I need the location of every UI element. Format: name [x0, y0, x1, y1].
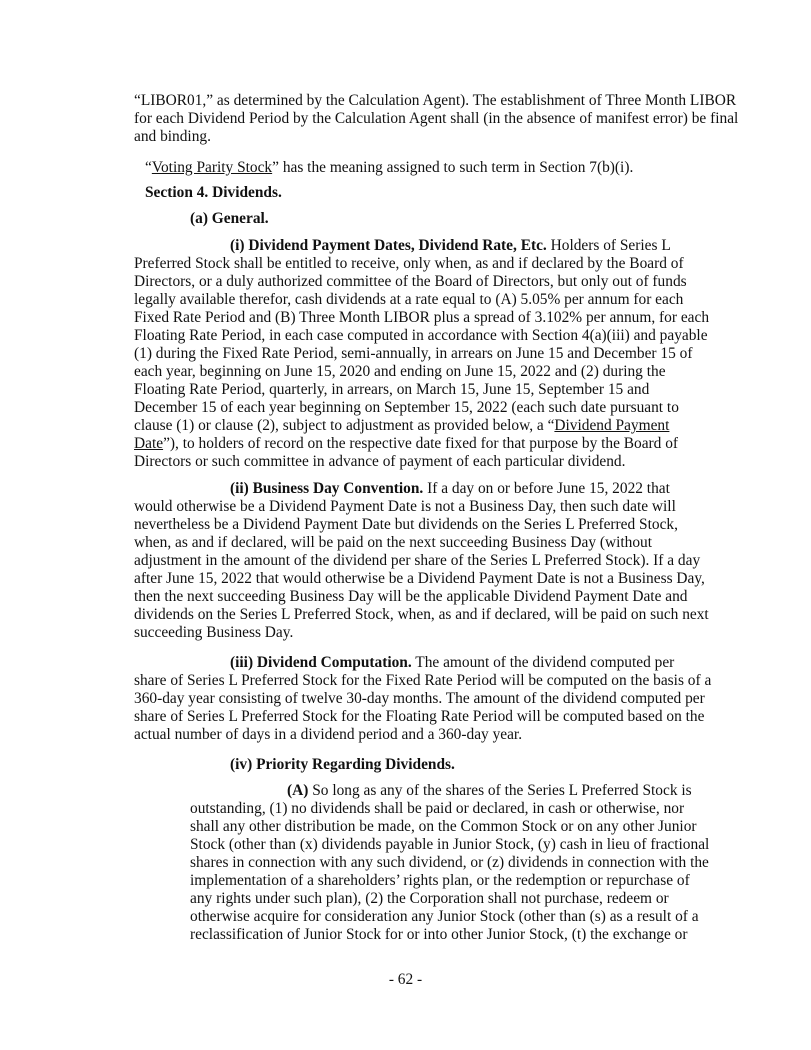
text-segment: would otherwise be a Dividend Payment Date is not a Business Day, then such date will [134, 498, 676, 515]
bold-heading: Section 4. Dividends. [145, 184, 282, 201]
text-segment: (1) during the Fixed Rate Period, semi-annually, in arrears on June 15 and December 15 of [134, 345, 693, 362]
bold-heading: (iii) Dividend Computation. [230, 654, 412, 671]
business-day-convention [134, 480, 811, 642]
defined-term: Dividend Payment [554, 417, 670, 434]
text-line [134, 690, 811, 708]
text-line [190, 854, 811, 872]
text-line [134, 327, 811, 345]
text-segment: The amount of the dividend computed per [411, 654, 675, 671]
text-segment: for each Dividend Period by the Calculation Agent shall (in the absence of manifest error) be final [134, 110, 739, 127]
text-segment: dividends on the Series L Preferred Stock, when, as and if declared, will be paid on such next [134, 606, 709, 623]
text-segment: actual number of days in a dividend period and a 360-day year. [134, 726, 523, 743]
page-number: - 62 - [388, 971, 423, 988]
text-segment: Stock (other than (x) dividends payable in Junior Stock, (y) cash in lieu of fractional [190, 836, 710, 853]
text-line [134, 453, 811, 471]
voting-parity-definition [145, 159, 811, 177]
text-segment: share of Series L Preferred Stock for the Floating Rate Period will be computed based on the [134, 708, 705, 725]
text-line [134, 480, 811, 498]
text-segment: December 15 of each year beginning on September 15, 2022 (each such date pursuant to [134, 399, 679, 416]
text-line [134, 435, 811, 453]
text-segment: shall any other distribution be made, on the Common Stock or on any other Junior [190, 818, 697, 835]
general-heading [190, 210, 811, 228]
text-segment: then the next succeeding Business Day will be the applicable Dividend Payment Date and [134, 588, 688, 605]
text-segment: “ [145, 159, 152, 176]
text-line [190, 890, 811, 908]
text-segment: Directors or such committee in advance of payment of each particular dividend. [134, 453, 626, 470]
text-line [134, 255, 811, 273]
text-line [134, 534, 811, 552]
text-segment: shares in connection with any such dividend, or (z) dividends in connection with the [190, 854, 709, 871]
text-line [134, 273, 811, 291]
text-line [145, 159, 811, 177]
text-line [134, 498, 811, 516]
text-line [190, 800, 811, 818]
text-line [190, 908, 811, 926]
libor-continuation [134, 92, 811, 146]
text-segment: Holders of Series L [546, 237, 671, 254]
text-line [190, 872, 811, 890]
dividend-payment-dates [134, 237, 811, 471]
text-line [190, 782, 811, 800]
text-line [134, 417, 811, 435]
text-line [134, 570, 811, 588]
text-line [134, 128, 811, 146]
text-line [134, 309, 811, 327]
text-line [134, 291, 811, 309]
text-line [134, 399, 811, 417]
bold-heading: (A) [287, 782, 309, 799]
text-segment: Floating Rate Period, quarterly, in arrears, on March 15, June 15, September 15 and [134, 381, 650, 398]
text-line [134, 381, 811, 399]
text-line [134, 654, 811, 672]
text-line [134, 672, 811, 690]
text-segment: each year, beginning on June 15, 2020 and ending on June 15, 2022 and (2) during the [134, 363, 666, 380]
text-line [134, 552, 811, 570]
text-segment: So long as any of the shares of the Series L Preferred Stock is [308, 782, 692, 799]
text-segment: adjustment in the amount of the dividend per share of the Series L Preferred Stock). If a day [134, 552, 701, 569]
text-segment: clause (1) or clause (2), subject to adjustment as provided below, a “ [134, 417, 555, 434]
text-line [134, 708, 811, 726]
defined-term: Voting Parity Stock [151, 159, 273, 176]
section-4-heading [145, 184, 811, 202]
text-segment: reclassification of Junior Stock for or into other Junior Stock, (t) the exchange or [190, 926, 688, 943]
text-line [134, 588, 811, 606]
bold-heading: (i) Dividend Payment Dates, Dividend Rate, Etc. [230, 237, 547, 254]
text-line [134, 237, 811, 255]
text-line [145, 184, 811, 202]
dividend-computation [134, 654, 811, 744]
text-segment: Preferred Stock shall be entitled to receive, only when, as and if declared by the Board of [134, 255, 684, 272]
text-segment: succeeding Business Day. [134, 624, 294, 641]
priority-heading [230, 756, 811, 774]
defined-term: Date [134, 435, 164, 452]
text-segment: Floating Rate Period, in each case computed in accordance with Section 4(a)(iii) and payable [134, 327, 708, 344]
bold-heading: (a) General. [190, 210, 269, 227]
text-segment: 360-day year consisting of twelve 30-day months. The amount of the dividend computed per [134, 690, 705, 707]
text-segment: any rights under such plan), (2) the Corporation shall not purchase, redeem or [190, 890, 669, 907]
text-line [190, 836, 811, 854]
text-line [230, 756, 811, 774]
bold-heading: (ii) Business Day Convention. [230, 480, 424, 497]
priority-a [190, 782, 811, 944]
text-line [134, 606, 811, 624]
text-line [134, 363, 811, 381]
text-segment: when, as and if declared, will be paid on the next succeeding Business Day (without [134, 534, 653, 551]
text-segment: after June 15, 2022 that would otherwise be a Dividend Payment Date is not a Business Day, [134, 570, 705, 587]
text-line [134, 110, 811, 128]
text-segment: legally available therefor, cash dividends at a rate equal to (A) 5.05% per annum for each [134, 291, 684, 308]
text-segment: implementation of a shareholders’ rights plan, or the redemption or repurchase of [190, 872, 690, 889]
text-segment: “LIBOR01,” as determined by the Calculation Agent). The establishment of Three Month LIBOR [134, 92, 737, 109]
text-line [190, 210, 811, 228]
text-line [190, 818, 811, 836]
text-segment: otherwise acquire for consideration any Junior Stock (other than (s) as a result of a [190, 908, 699, 925]
text-segment: nevertheless be a Dividend Payment Date but dividends on the Series L Preferred Stock, [134, 516, 678, 533]
text-line [134, 516, 811, 534]
text-segment: share of Series L Preferred Stock for the Fixed Rate Period will be computed on the basis of a [134, 672, 712, 689]
text-line [190, 926, 811, 944]
text-segment: ”), to holders of record on the respective date fixed for that purpose by the Board of [163, 435, 679, 452]
text-segment: ” has the meaning assigned to such term in Section 7(b)(i). [272, 159, 634, 176]
text-segment: Fixed Rate Period and (B) Three Month LIBOR plus a spread of 3.102% per annum, for each [134, 309, 710, 326]
text-segment: outstanding, (1) no dividends shall be paid or declared, in cash or otherwise, nor [190, 800, 685, 817]
text-segment: If a day on or before June 15, 2022 that [423, 480, 670, 497]
text-line [134, 726, 811, 744]
text-segment: Directors, or a duly authorized committee of the Board of Directors, but only out of funds [134, 273, 687, 290]
text-line [134, 92, 811, 110]
bold-heading: (iv) Priority Regarding Dividends. [230, 756, 455, 773]
text-segment: and binding. [134, 128, 211, 145]
text-line [134, 345, 811, 363]
text-line [134, 624, 811, 642]
